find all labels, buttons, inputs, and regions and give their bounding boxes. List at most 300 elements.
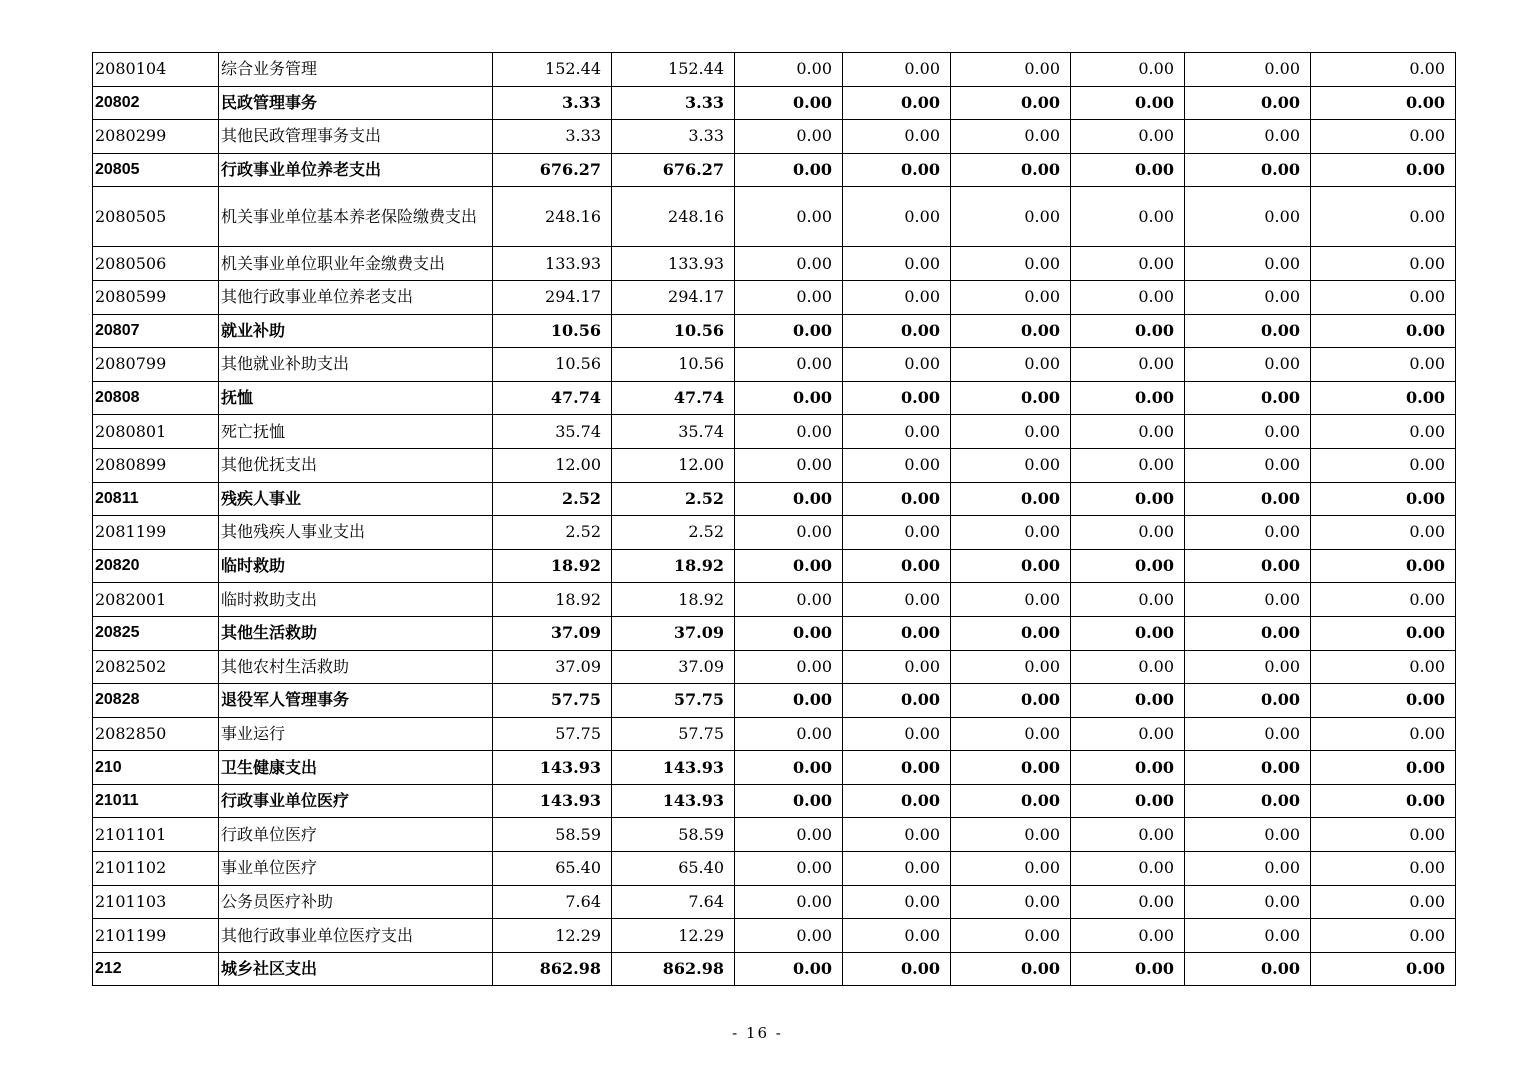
amount-cell: 58.59 [612,818,735,852]
amount-cell: 0.00 [1185,751,1311,785]
amount-cell: 0.00 [1185,852,1311,886]
amount-cell: 0.00 [1185,919,1311,953]
amount-cell: 0.00 [843,751,951,785]
amount-cell: 0.00 [1311,751,1456,785]
amount-cell: 12.29 [493,919,612,953]
amount-cell: 248.16 [493,187,612,247]
amount-cell: 0.00 [951,516,1071,550]
amount-cell: 0.00 [1071,818,1185,852]
amount-cell: 0.00 [735,153,843,187]
amount-cell: 0.00 [735,381,843,415]
amount-cell: 0.00 [1185,482,1311,516]
amount-cell: 0.00 [843,120,951,154]
amount-cell: 0.00 [843,381,951,415]
amount-cell: 0.00 [951,53,1071,87]
amount-cell: 0.00 [1185,448,1311,482]
amount-cell: 0.00 [951,684,1071,718]
amount-cell: 0.00 [1071,86,1185,120]
amount-cell: 0.00 [951,247,1071,281]
amount-cell: 0.00 [1071,852,1185,886]
amount-cell: 0.00 [1185,314,1311,348]
account-name-cell: 城乡社区支出 [219,952,493,986]
amount-cell: 37.09 [493,616,612,650]
amount-cell: 0.00 [1071,381,1185,415]
account-code-cell: 20808 [93,381,219,415]
amount-cell: 65.40 [612,852,735,886]
amount-cell: 0.00 [951,919,1071,953]
amount-cell: 0.00 [735,280,843,314]
amount-cell: 0.00 [1071,187,1185,247]
account-name-cell: 其他民政管理事务支出 [219,120,493,154]
amount-cell: 0.00 [735,187,843,247]
account-name-cell: 其他残疾人事业支出 [219,516,493,550]
amount-cell: 18.92 [612,549,735,583]
amount-cell: 0.00 [951,784,1071,818]
table-row [93,784,1456,818]
amount-cell: 0.00 [1071,120,1185,154]
amount-cell: 0.00 [1311,86,1456,120]
amount-cell: 0.00 [1185,415,1311,449]
amount-cell: 0.00 [951,751,1071,785]
amount-cell: 0.00 [735,784,843,818]
amount-cell: 0.00 [735,919,843,953]
account-name-cell: 民政管理事务 [219,86,493,120]
amount-cell: 133.93 [493,247,612,281]
account-name-cell: 行政事业单位养老支出 [219,153,493,187]
account-code-cell: 2081199 [93,516,219,550]
amount-cell: 0.00 [1071,583,1185,617]
amount-cell: 0.00 [951,187,1071,247]
amount-cell: 0.00 [843,348,951,382]
amount-cell: 35.74 [493,415,612,449]
amount-cell: 862.98 [612,952,735,986]
amount-cell: 0.00 [1311,120,1456,154]
amount-cell: 0.00 [1311,482,1456,516]
amount-cell: 2.52 [612,482,735,516]
amount-cell: 3.33 [493,120,612,154]
amount-cell: 58.59 [493,818,612,852]
amount-cell: 18.92 [493,583,612,617]
amount-cell: 18.92 [493,549,612,583]
amount-cell: 0.00 [1071,751,1185,785]
account-name-cell: 其他优抚支出 [219,448,493,482]
account-code-cell: 20811 [93,482,219,516]
amount-cell: 10.56 [493,314,612,348]
amount-cell: 0.00 [951,717,1071,751]
amount-cell: 248.16 [612,187,735,247]
amount-cell: 0.00 [843,919,951,953]
amount-cell: 0.00 [951,952,1071,986]
account-code-cell: 20820 [93,549,219,583]
amount-cell: 0.00 [1311,952,1456,986]
amount-cell: 35.74 [612,415,735,449]
amount-cell: 0.00 [843,187,951,247]
table-row [93,348,1456,382]
amount-cell: 676.27 [493,153,612,187]
amount-cell: 0.00 [1311,717,1456,751]
amount-cell: 0.00 [843,448,951,482]
table-row [93,684,1456,718]
amount-cell: 0.00 [1185,784,1311,818]
amount-cell: 0.00 [951,280,1071,314]
amount-cell: 0.00 [951,120,1071,154]
amount-cell: 0.00 [735,348,843,382]
table-row [93,247,1456,281]
table-row [93,549,1456,583]
amount-cell: 0.00 [843,852,951,886]
amount-cell: 0.00 [1311,549,1456,583]
amount-cell: 0.00 [843,482,951,516]
amount-cell: 0.00 [843,247,951,281]
amount-cell: 3.33 [493,86,612,120]
amount-cell: 0.00 [735,247,843,281]
amount-cell: 0.00 [1311,616,1456,650]
amount-cell: 3.33 [612,86,735,120]
amount-cell: 0.00 [843,650,951,684]
amount-cell: 37.09 [612,616,735,650]
amount-cell: 47.74 [493,381,612,415]
amount-cell: 0.00 [735,717,843,751]
table-row [93,314,1456,348]
amount-cell: 0.00 [951,381,1071,415]
amount-cell: 143.93 [612,751,735,785]
amount-cell: 0.00 [843,516,951,550]
amount-cell: 143.93 [493,751,612,785]
table-row [93,120,1456,154]
amount-cell: 0.00 [1185,247,1311,281]
amount-cell: 0.00 [1071,53,1185,87]
amount-cell: 0.00 [843,583,951,617]
table-row [93,583,1456,617]
amount-cell: 0.00 [1071,784,1185,818]
table-row [93,381,1456,415]
amount-cell: 0.00 [951,448,1071,482]
amount-cell: 133.93 [612,247,735,281]
amount-cell: 0.00 [1185,348,1311,382]
amount-cell: 57.75 [612,717,735,751]
table-row [93,187,1456,247]
table-row [93,852,1456,886]
account-name-cell: 机关事业单位职业年金缴费支出 [219,247,493,281]
account-code-cell: 2101102 [93,852,219,886]
account-name-cell: 行政事业单位医疗 [219,784,493,818]
amount-cell: 0.00 [1311,684,1456,718]
amount-cell: 0.00 [843,784,951,818]
table-row [93,952,1456,986]
amount-cell: 0.00 [1071,280,1185,314]
amount-cell: 0.00 [1185,616,1311,650]
amount-cell: 0.00 [951,818,1071,852]
account-code-cell: 2080799 [93,348,219,382]
amount-cell: 0.00 [1185,187,1311,247]
account-name-cell: 临时救助支出 [219,583,493,617]
amount-cell: 10.56 [612,314,735,348]
amount-cell: 2.52 [493,482,612,516]
account-name-cell: 残疾人事业 [219,482,493,516]
table-row [93,818,1456,852]
amount-cell: 0.00 [1071,549,1185,583]
amount-cell: 2.52 [493,516,612,550]
amount-cell: 0.00 [735,314,843,348]
amount-cell: 0.00 [1185,120,1311,154]
amount-cell: 143.93 [612,784,735,818]
amount-cell: 0.00 [951,549,1071,583]
account-name-cell: 退役军人管理事务 [219,684,493,718]
amount-cell: 0.00 [843,684,951,718]
amount-cell: 65.40 [493,852,612,886]
account-name-cell: 临时救助 [219,549,493,583]
account-name-cell: 其他农村生活救助 [219,650,493,684]
account-code-cell: 20807 [93,314,219,348]
account-name-cell: 事业单位医疗 [219,852,493,886]
table-row [93,650,1456,684]
account-code-cell: 2082850 [93,717,219,751]
amount-cell: 10.56 [493,348,612,382]
amount-cell: 0.00 [951,153,1071,187]
amount-cell: 0.00 [735,448,843,482]
amount-cell: 0.00 [1185,684,1311,718]
account-name-cell: 综合业务管理 [219,53,493,87]
amount-cell: 0.00 [1071,482,1185,516]
account-code-cell: 2082502 [93,650,219,684]
amount-cell: 12.29 [612,919,735,953]
account-code-cell: 2080506 [93,247,219,281]
amount-cell: 0.00 [1185,818,1311,852]
account-code-cell: 2080899 [93,448,219,482]
table-row [93,280,1456,314]
amount-cell: 0.00 [1071,885,1185,919]
table-row [93,448,1456,482]
amount-cell: 10.56 [612,348,735,382]
account-code-cell: 2101101 [93,818,219,852]
amount-cell: 0.00 [1071,314,1185,348]
amount-cell: 2.52 [612,516,735,550]
account-code-cell: 20825 [93,616,219,650]
table-body [93,53,1456,986]
amount-cell: 0.00 [735,53,843,87]
amount-cell: 0.00 [951,348,1071,382]
amount-cell: 0.00 [843,314,951,348]
amount-cell: 0.00 [1185,53,1311,87]
amount-cell: 0.00 [735,952,843,986]
amount-cell: 7.64 [493,885,612,919]
amount-cell: 0.00 [1071,348,1185,382]
amount-cell: 0.00 [1071,516,1185,550]
account-code-cell: 2080599 [93,280,219,314]
amount-cell: 0.00 [1311,448,1456,482]
amount-cell: 0.00 [1311,784,1456,818]
account-code-cell: 20805 [93,153,219,187]
account-name-cell: 其他生活救助 [219,616,493,650]
table-row [93,153,1456,187]
amount-cell: 0.00 [1185,717,1311,751]
amount-cell: 0.00 [1311,650,1456,684]
amount-cell: 0.00 [1071,717,1185,751]
amount-cell: 0.00 [1311,583,1456,617]
amount-cell: 0.00 [951,482,1071,516]
amount-cell: 0.00 [1311,818,1456,852]
amount-cell: 0.00 [843,280,951,314]
account-code-cell: 20828 [93,684,219,718]
amount-cell: 862.98 [493,952,612,986]
table-row [93,415,1456,449]
amount-cell: 47.74 [612,381,735,415]
amount-cell: 0.00 [843,549,951,583]
account-code-cell: 21011 [93,784,219,818]
amount-cell: 37.09 [612,650,735,684]
amount-cell: 0.00 [1071,153,1185,187]
amount-cell: 3.33 [612,120,735,154]
amount-cell: 0.00 [735,516,843,550]
table-row [93,717,1456,751]
amount-cell: 7.64 [612,885,735,919]
amount-cell: 0.00 [843,818,951,852]
table-row [93,919,1456,953]
account-code-cell: 2080104 [93,53,219,87]
amount-cell: 0.00 [951,616,1071,650]
amount-cell: 0.00 [1071,952,1185,986]
amount-cell: 0.00 [1071,650,1185,684]
account-name-cell: 其他行政事业单位医疗支出 [219,919,493,953]
table-row [93,53,1456,87]
amount-cell: 0.00 [951,415,1071,449]
table-row [93,885,1456,919]
amount-cell: 0.00 [1185,153,1311,187]
amount-cell: 0.00 [1311,314,1456,348]
amount-cell: 0.00 [1071,616,1185,650]
amount-cell: 0.00 [1185,583,1311,617]
amount-cell: 0.00 [735,616,843,650]
account-code-cell: 2082001 [93,583,219,617]
amount-cell: 0.00 [1185,952,1311,986]
account-name-cell: 卫生健康支出 [219,751,493,785]
amount-cell: 0.00 [735,684,843,718]
amount-cell: 294.17 [493,280,612,314]
amount-cell: 0.00 [735,751,843,785]
account-name-cell: 其他行政事业单位养老支出 [219,280,493,314]
amount-cell: 0.00 [1311,919,1456,953]
amount-cell: 0.00 [735,120,843,154]
amount-cell: 0.00 [1311,187,1456,247]
account-name-cell: 机关事业单位基本养老保险缴费支出 [219,187,493,247]
amount-cell: 0.00 [1311,153,1456,187]
account-name-cell: 事业运行 [219,717,493,751]
account-code-cell: 212 [93,952,219,986]
account-name-cell: 行政单位医疗 [219,818,493,852]
amount-cell: 0.00 [951,583,1071,617]
amount-cell: 0.00 [1185,650,1311,684]
amount-cell: 143.93 [493,784,612,818]
amount-cell: 0.00 [1311,852,1456,886]
budget-table [92,52,1456,986]
amount-cell: 0.00 [735,852,843,886]
amount-cell: 0.00 [843,616,951,650]
amount-cell: 0.00 [1185,885,1311,919]
amount-cell: 0.00 [1311,885,1456,919]
amount-cell: 57.75 [493,684,612,718]
amount-cell: 0.00 [1185,280,1311,314]
account-code-cell: 210 [93,751,219,785]
amount-cell: 0.00 [735,818,843,852]
amount-cell: 0.00 [1311,348,1456,382]
table-row [93,751,1456,785]
account-code-cell: 2080505 [93,187,219,247]
table-row [93,482,1456,516]
amount-cell: 0.00 [1311,280,1456,314]
amount-cell: 0.00 [735,482,843,516]
amount-cell: 12.00 [493,448,612,482]
amount-cell: 0.00 [1185,86,1311,120]
amount-cell: 18.92 [612,583,735,617]
amount-cell: 37.09 [493,650,612,684]
amount-cell: 0.00 [951,650,1071,684]
amount-cell: 0.00 [1311,415,1456,449]
account-name-cell: 其他就业补助支出 [219,348,493,382]
amount-cell: 0.00 [735,583,843,617]
amount-cell: 0.00 [951,86,1071,120]
page-number: - 16 - [732,1024,783,1042]
account-name-cell: 抚恤 [219,381,493,415]
amount-cell: 0.00 [1311,381,1456,415]
amount-cell: 676.27 [612,153,735,187]
amount-cell: 0.00 [1071,684,1185,718]
amount-cell: 0.00 [1185,381,1311,415]
amount-cell: 0.00 [735,415,843,449]
account-code-cell: 2080299 [93,120,219,154]
amount-cell: 0.00 [735,885,843,919]
amount-cell: 0.00 [951,314,1071,348]
account-code-cell: 2080801 [93,415,219,449]
amount-cell: 0.00 [951,885,1071,919]
amount-cell: 0.00 [1185,516,1311,550]
amount-cell: 0.00 [1071,919,1185,953]
amount-cell: 0.00 [843,717,951,751]
amount-cell: 0.00 [735,549,843,583]
amount-cell: 0.00 [843,415,951,449]
amount-cell: 0.00 [735,650,843,684]
account-name-cell: 死亡抚恤 [219,415,493,449]
amount-cell: 152.44 [612,53,735,87]
account-code-cell: 20802 [93,86,219,120]
amount-cell: 0.00 [843,53,951,87]
amount-cell: 0.00 [843,952,951,986]
amount-cell: 0.00 [843,86,951,120]
table-row [93,86,1456,120]
amount-cell: 0.00 [843,885,951,919]
account-code-cell: 2101103 [93,885,219,919]
amount-cell: 0.00 [1071,415,1185,449]
amount-cell: 152.44 [493,53,612,87]
account-name-cell: 就业补助 [219,314,493,348]
amount-cell: 0.00 [843,153,951,187]
amount-cell: 294.17 [612,280,735,314]
account-name-cell: 公务员医疗补助 [219,885,493,919]
amount-cell: 0.00 [1311,516,1456,550]
table-row [93,616,1456,650]
amount-cell: 0.00 [951,852,1071,886]
amount-cell: 57.75 [493,717,612,751]
amount-cell: 0.00 [1311,247,1456,281]
amount-cell: 0.00 [1071,247,1185,281]
amount-cell: 0.00 [1071,448,1185,482]
amount-cell: 57.75 [612,684,735,718]
amount-cell: 0.00 [1311,53,1456,87]
amount-cell: 0.00 [735,86,843,120]
amount-cell: 0.00 [1185,549,1311,583]
amount-cell: 12.00 [612,448,735,482]
table-row [93,516,1456,550]
account-code-cell: 2101199 [93,919,219,953]
